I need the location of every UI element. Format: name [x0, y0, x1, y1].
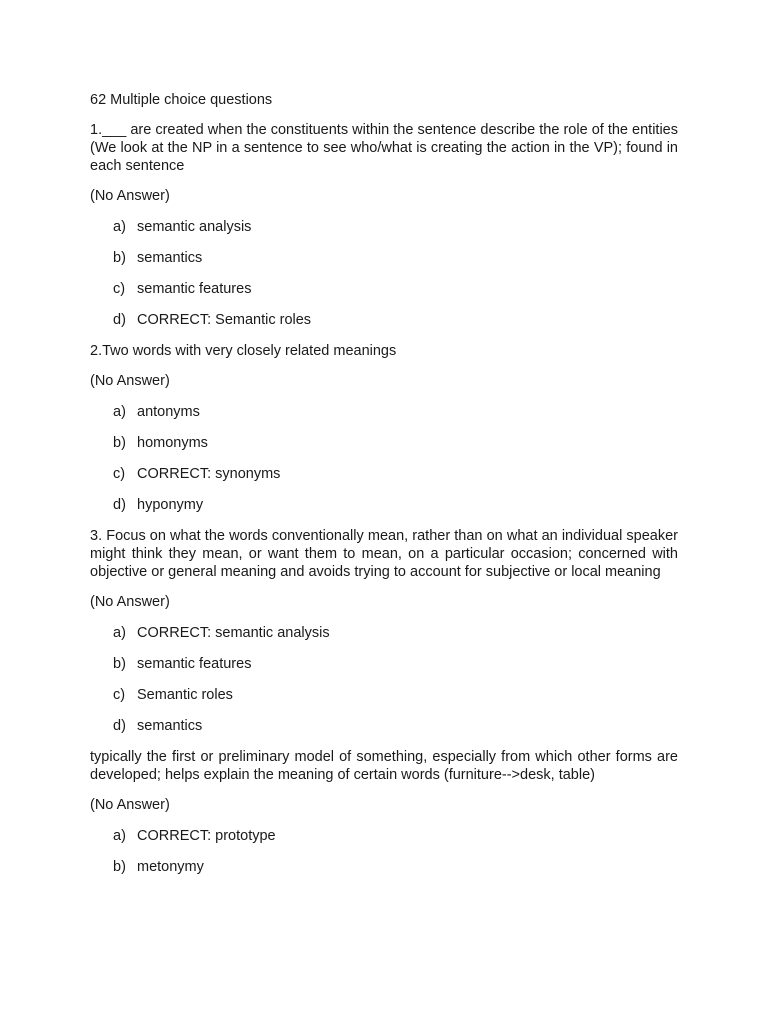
question-text: typically the first or preliminary model of something, especially from which other forms are developed; helps explain the meaning of certain words (furniture-->desk, table) — [90, 749, 678, 783]
option-letter: d) — [113, 312, 126, 328]
answer-option — [90, 717, 678, 736]
question-text: 3. Focus on what the words conventionally mean, rather than on what an individual speaker might think they mean, or want them to mean, on a particular occasion; concerned with objective or general meaning and avoids trying to account for subjective or local meaning — [90, 528, 678, 580]
question-block — [90, 342, 678, 515]
option-letter: c) — [113, 281, 126, 297]
option-letter: d) — [113, 718, 126, 734]
option-letter: a) — [113, 219, 126, 235]
question-block — [90, 121, 678, 330]
option-list — [90, 624, 678, 736]
question-text: 1.___ are created when the constituents within the sentence describe the role of the entities (We look at the NP in a sentence to see who/what is creating the action in the VP); found in each sentence — [90, 122, 678, 174]
option-text: CORRECT: synonyms — [137, 466, 281, 482]
option-list — [90, 403, 678, 515]
option-text: antonyms — [137, 404, 200, 420]
option-text: CORRECT: Semantic roles — [137, 312, 312, 328]
option-letter: c) — [113, 466, 126, 482]
document-page — [90, 91, 678, 889]
document-title: 62 Multiple choice questions — [90, 92, 273, 108]
answer-status: (No Answer) — [90, 797, 170, 813]
option-text: semantics — [137, 250, 203, 266]
answer-status: (No Answer) — [90, 373, 170, 389]
option-letter: a) — [113, 404, 126, 420]
option-letter: b) — [113, 859, 126, 875]
option-text: semantic analysis — [137, 219, 252, 235]
answer-option — [90, 311, 678, 330]
option-letter: b) — [113, 435, 126, 451]
option-text: homonyms — [137, 435, 208, 451]
answer-option — [90, 655, 678, 674]
question-text: 2.Two words with very closely related meanings — [90, 343, 397, 359]
answer-option — [90, 827, 678, 846]
answer-option — [90, 465, 678, 484]
option-text: hyponymy — [137, 497, 204, 513]
answer-option — [90, 403, 678, 422]
option-letter: b) — [113, 250, 126, 266]
option-text: CORRECT: semantic analysis — [137, 625, 330, 641]
answer-status: (No Answer) — [90, 594, 170, 610]
option-text: CORRECT: prototype — [137, 828, 276, 844]
answer-option — [90, 686, 678, 705]
option-text: Semantic roles — [137, 687, 233, 703]
option-text: semantic features — [137, 281, 252, 297]
question-list — [90, 121, 678, 877]
answer-status: (No Answer) — [90, 188, 170, 204]
option-letter: d) — [113, 497, 126, 513]
answer-option — [90, 280, 678, 299]
option-list — [90, 827, 678, 877]
question-block — [90, 748, 678, 877]
option-letter: a) — [113, 625, 126, 641]
answer-option — [90, 434, 678, 453]
answer-option — [90, 624, 678, 643]
option-letter: b) — [113, 656, 126, 672]
question-block — [90, 527, 678, 736]
option-text: metonymy — [137, 859, 204, 875]
option-text: semantic features — [137, 656, 252, 672]
answer-option — [90, 496, 678, 515]
answer-option — [90, 218, 678, 237]
answer-option — [90, 858, 678, 877]
option-letter: c) — [113, 687, 126, 703]
answer-option — [90, 249, 678, 268]
option-list — [90, 218, 678, 330]
option-text: semantics — [137, 718, 203, 734]
option-letter: a) — [113, 828, 126, 844]
